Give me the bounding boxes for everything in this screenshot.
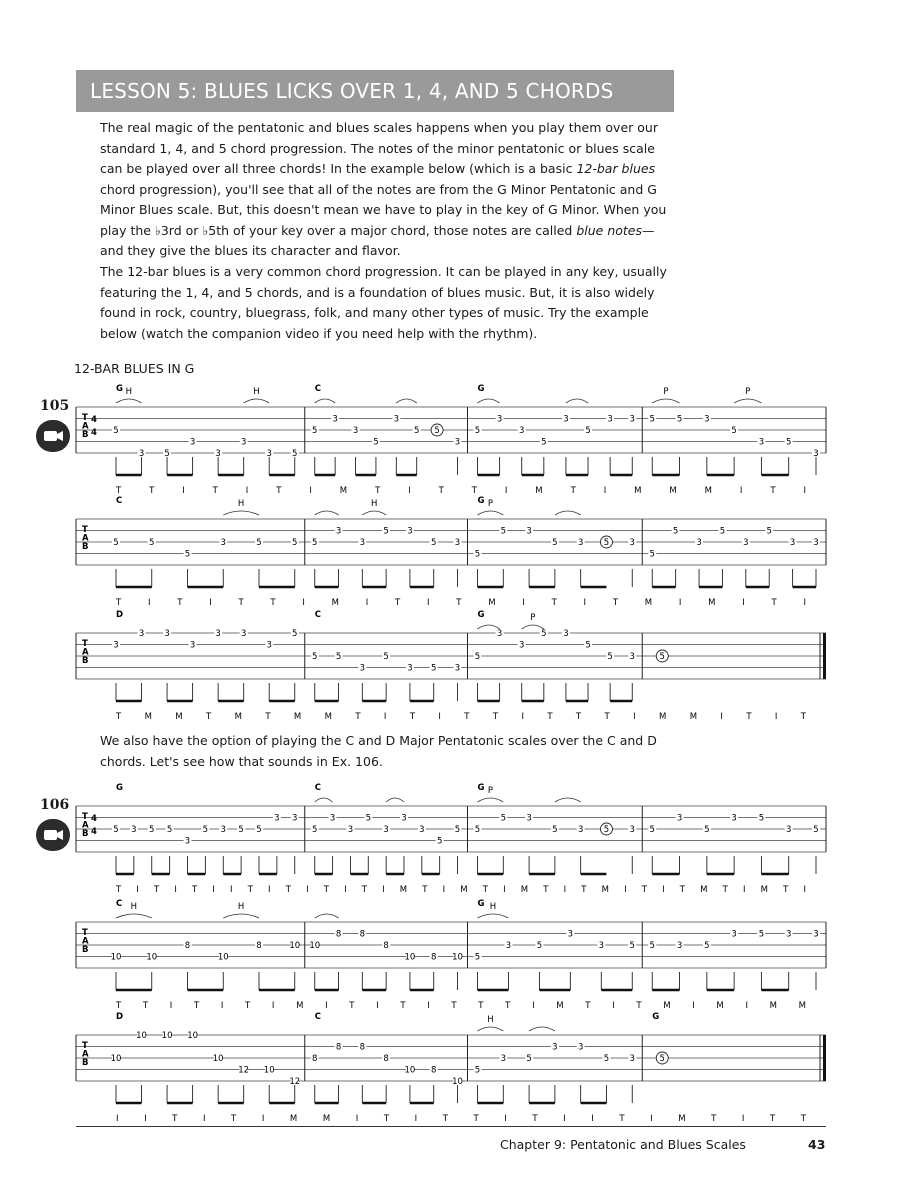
italic-term: 12-bar blues	[576, 161, 656, 176]
articulation-arc	[478, 798, 504, 802]
tab-note: 3	[113, 640, 119, 651]
tab-note: 5	[552, 538, 558, 548]
tab-note: 5	[676, 414, 683, 425]
chord-symbol: G	[652, 1012, 660, 1022]
tab-note: 3	[629, 825, 635, 835]
tab-note: 5	[383, 652, 389, 662]
articulation-letter: H	[253, 387, 260, 397]
tab-note: 3	[577, 538, 584, 548]
tab-note: 3	[731, 929, 737, 940]
tab-note: 5	[552, 825, 558, 835]
tab-note: 5	[166, 825, 173, 835]
tab-note: 8	[359, 929, 366, 940]
tab-note: 5	[603, 1054, 610, 1064]
tab-note: 10	[404, 1065, 416, 1076]
finger-pattern: T I T I T T I M I T I T M I T I T M I M I T I	[116, 598, 807, 608]
tab-note: 10	[452, 1077, 463, 1087]
articulation-arc	[652, 399, 679, 403]
tab-note: 5	[256, 538, 262, 548]
tab-note: 3	[138, 449, 145, 459]
tab-note: 3	[496, 629, 503, 639]
articulation-arc	[116, 399, 142, 403]
tab-note: 3	[519, 640, 525, 651]
tab-note: 3	[676, 813, 683, 824]
tab-note: 3	[519, 426, 525, 436]
tab-note: 3	[454, 538, 461, 548]
tab-note: 5	[202, 825, 209, 835]
tab-note: 3	[496, 414, 503, 425]
articulation-letter: H	[237, 499, 245, 509]
lesson-banner: LESSON 5: BLUES LICKS OVER 1, 4, AND 5 CHORDS	[76, 70, 674, 112]
tab-note: 3	[731, 813, 737, 824]
tab-note: 3	[813, 449, 819, 459]
articulation-arc	[734, 399, 761, 403]
tab-note: 5	[585, 426, 591, 436]
tab-note: 5	[113, 426, 119, 436]
tab-clef-letter: A	[82, 421, 89, 432]
tab-clef-letter: B	[82, 542, 89, 552]
tab-note: 3	[505, 941, 512, 951]
chord-symbol: G	[116, 783, 123, 793]
tab-note: 3	[184, 836, 191, 847]
tab-note: 3	[359, 538, 366, 548]
tab-note: 8	[383, 941, 389, 951]
tab-clef-letter: B	[82, 656, 89, 666]
tab-note: 5	[414, 426, 420, 436]
tab-note: 10	[309, 941, 321, 951]
articulation-letter: P	[530, 613, 536, 623]
tab-note: 3	[407, 526, 413, 537]
tab-note: 10	[187, 1031, 199, 1041]
tab-note: 10	[136, 1031, 147, 1041]
articulation-arc	[478, 511, 504, 515]
tab-clef-letter: A	[82, 820, 89, 831]
articulation-arc	[478, 914, 509, 918]
page-number: 43	[808, 1137, 826, 1152]
tab-note: 12	[238, 1065, 250, 1076]
time-signature-digit: 4	[91, 814, 97, 824]
tab-note: 3	[401, 813, 407, 824]
tab-clef-letter: A	[82, 1049, 89, 1060]
tab-note: 5	[164, 449, 170, 459]
tab-note: 3	[704, 414, 710, 425]
chord-symbol: D	[116, 1012, 124, 1022]
tab-note: 3	[696, 538, 702, 548]
articulation-arc	[478, 1027, 504, 1031]
tab-note: 5	[454, 825, 461, 835]
tab-note: 5	[113, 825, 119, 835]
tab-note: 10	[110, 952, 122, 963]
articulation-letter: H	[130, 902, 138, 912]
tab-note: 3	[266, 449, 272, 459]
tab-note: 3	[789, 538, 796, 548]
tab-note: 5	[785, 437, 792, 448]
tab-note: 8	[256, 941, 262, 951]
articulation-letter: H	[489, 902, 497, 912]
tab-note: 3	[598, 941, 605, 951]
tab-note: 3	[567, 929, 574, 940]
tab-note: 5	[430, 538, 437, 548]
articulation-arc	[396, 399, 416, 403]
tab-note: 5	[649, 941, 655, 951]
articulation-arc	[555, 798, 581, 802]
tab-note: 3	[347, 825, 354, 835]
articulation-arc	[478, 399, 500, 403]
tab-note: 5	[607, 652, 613, 662]
tab-note: 3	[526, 813, 532, 824]
tab-note: 5	[813, 825, 819, 835]
tab-note: 3	[220, 538, 226, 548]
blues-paragraph: The 12-bar blues is a very common chord progression. It can be played in any key, usually featuring the 1, 4, and 5 chords, and is a foundation of blues music. But, it is also widely found in rock, country, bluegrass, folk, and many other types of music. Try the example below (watch the companion video if you need help with the rhythm).	[100, 264, 667, 341]
tab-note: 5	[474, 1065, 481, 1076]
tab-note: 5	[603, 825, 610, 835]
tab-note: 5	[184, 549, 191, 560]
articulation-arc	[566, 399, 588, 403]
tab-note: 10	[146, 952, 158, 963]
tab-note: 5	[430, 663, 437, 674]
tab-note: 5	[500, 526, 507, 537]
tab-note: 3	[552, 1042, 558, 1053]
tab-note: 5	[474, 652, 481, 662]
tab-note: 3	[393, 414, 400, 425]
tab-note: 3	[629, 414, 635, 425]
articulation-letter: P	[487, 786, 493, 796]
tab-note: 3	[785, 929, 792, 940]
tab-note: 5	[603, 538, 610, 548]
tab-note: 5	[312, 426, 318, 436]
articulation-arc	[315, 399, 335, 403]
articulation-arc	[223, 511, 259, 515]
tab-note: 3	[785, 825, 792, 835]
tab-note: 3	[215, 449, 221, 459]
articulation-letter: P	[487, 499, 493, 509]
tab-note: 12	[289, 1077, 301, 1087]
tab-clef-letter: T	[82, 812, 88, 822]
tab-clef-letter: B	[82, 829, 89, 839]
tab-note: 10	[263, 1065, 275, 1076]
articulation-letter: H	[487, 1015, 494, 1025]
tab-note: 5	[719, 526, 726, 537]
tab-note: 5	[536, 941, 543, 951]
tab-note: 5	[649, 414, 655, 425]
tab-note: 3	[359, 663, 366, 674]
example-number-105: 105	[40, 398, 70, 414]
tab-note: 3	[164, 629, 170, 639]
tab-note: 3	[352, 426, 359, 436]
tab-note: 8	[335, 1042, 342, 1053]
tab-clef-letter: B	[82, 945, 89, 955]
tab-note: 3	[454, 663, 461, 674]
tab-clef-letter: B	[82, 430, 89, 440]
tab-note: 3	[629, 538, 635, 548]
chapter-footer: Chapter 9: Pentatonic and Blues Scales	[500, 1137, 746, 1152]
chord-symbol: G	[477, 783, 485, 793]
articulation-arc	[315, 511, 339, 515]
tab-clef-letter: B	[82, 1058, 89, 1068]
tab-note: 8	[312, 1054, 318, 1064]
tab-note: 5	[704, 825, 710, 835]
articulation-arc	[362, 511, 386, 515]
tab-note: 3	[758, 437, 765, 448]
articulation-letter: H	[125, 387, 132, 397]
tab-note: 5	[312, 538, 318, 548]
tab-note: 3	[131, 825, 137, 835]
tab-note: 5	[541, 629, 547, 639]
finger-pattern: I I T I T I M M I T I T T I T I I T I M T I T T	[116, 1114, 807, 1124]
articulation-letter: P	[663, 387, 669, 397]
tab-note: 5	[659, 652, 665, 662]
tab-clef-letter: T	[82, 928, 88, 938]
finger-pattern: T I T I T I I T I T I T I T I M T I M T I M T I T M I T I T M T I M T I	[116, 885, 807, 895]
tab-note: 3	[189, 437, 196, 448]
tab-note: 10	[212, 1054, 224, 1064]
tab-note: 5	[256, 825, 262, 835]
chord-symbol: G	[477, 610, 485, 620]
finger-pattern: T T I T I T I M T I T T I M T I M M M I T I	[116, 486, 807, 496]
tab-note: 5	[365, 813, 371, 824]
tab-note: 5	[434, 426, 440, 436]
tab-note: 10	[217, 952, 229, 963]
tab-note: 5	[474, 426, 481, 436]
tab-note: 5	[474, 825, 481, 835]
articulation-arc	[555, 511, 581, 515]
text-run: chord progression), you'll see that all of the notes are from the G Minor Pentatonic and G Minor Blues scale. But, this doesn't mean we have to play in the key of G Minor. When you play the ♭3rd or ♭5th of your key over a major chord, those notes are called	[100, 181, 667, 238]
tab-note: 8	[184, 941, 191, 951]
articulation-arc	[386, 798, 404, 802]
tab-clef-letter: A	[82, 936, 89, 947]
text-run: The real magic of the pentatonic and blues scales happens when you play them over our standard 1, 4, and 5 chord progression. The notes of the minor pentatonic or blues scale can be played over all three chords! In the example below (which is a basic	[100, 120, 658, 176]
tab-note: 8	[335, 929, 342, 940]
tab-clef-letter: T	[82, 413, 88, 423]
tab-note: 3	[577, 825, 584, 835]
tab-clef-letter: T	[82, 525, 88, 535]
tab-note: 5	[335, 652, 342, 662]
tab-note: 5	[731, 426, 737, 436]
tab-note: 5	[649, 825, 655, 835]
tab-note: 10	[110, 1054, 122, 1064]
tab-note: 3	[335, 526, 342, 537]
tab-note: 3	[607, 414, 613, 425]
tab-clef-letter: T	[82, 639, 88, 649]
tab-note: 3	[629, 1054, 635, 1064]
tab-note: 10	[161, 1031, 173, 1041]
tab-note: 3	[274, 813, 280, 824]
tab-note: 3	[220, 825, 226, 835]
example-number-106: 106	[40, 797, 70, 813]
tab-note: 5	[758, 813, 765, 824]
articulation-letter: H	[237, 902, 245, 912]
articulation-letter: H	[371, 499, 378, 509]
articulation-letter: P	[745, 387, 751, 397]
tab-note: 3	[743, 538, 749, 548]
tab-note: 5	[585, 640, 591, 651]
tab-note: 3	[215, 629, 221, 639]
tab-note: 5	[629, 941, 635, 951]
finger-pattern: T M M T M T M M T I T I T T I T T T I M M I T I T	[116, 712, 807, 722]
tab-note: 3	[563, 414, 569, 425]
chord-symbol: C	[314, 783, 321, 793]
chord-symbol: C	[314, 384, 321, 394]
time-signature-digit: 4	[91, 415, 97, 425]
text-run: —and they give the blues its character and flavor.	[100, 222, 655, 258]
tab-note: 3	[563, 629, 569, 639]
tab-note: 10	[452, 952, 463, 963]
tab-note: 3	[813, 929, 819, 940]
chord-symbol: G	[477, 496, 485, 506]
time-signature-digit: 4	[91, 827, 97, 837]
chord-symbol: C	[116, 496, 123, 506]
tab-note: 5	[704, 941, 710, 951]
tab-note: 5	[149, 825, 155, 835]
tab-note: 10	[404, 952, 416, 963]
tab-note: 5	[526, 1054, 532, 1064]
chord-symbol: C	[314, 610, 321, 620]
tab-note: 5	[541, 437, 547, 448]
chord-symbol: D	[116, 610, 124, 620]
tab-note: 5	[500, 813, 507, 824]
tab-note: 3	[240, 437, 247, 448]
tab-note: 8	[430, 952, 437, 963]
tab-note: 5	[238, 825, 244, 835]
tab-note: 5	[113, 538, 119, 548]
tab-clef-letter: T	[82, 1041, 88, 1051]
tab-note: 5	[383, 526, 389, 537]
major-pentatonic-paragraph: We also have the option of playing the C and D Major Pentatonic scales over the C and D chords. Let's see how that sounds in Ex. 106.	[100, 733, 657, 769]
tab-note: 10	[289, 941, 301, 951]
tab-note: 3	[419, 825, 425, 835]
footer-divider	[76, 1126, 826, 1127]
articulation-arc	[529, 1027, 555, 1031]
articulation-arc	[223, 914, 259, 918]
tab-note: 5	[312, 825, 318, 835]
tab-note: 3	[240, 629, 247, 639]
tab-note: 5	[659, 1054, 665, 1064]
articulation-arc	[315, 914, 339, 918]
tab-note: 5	[149, 538, 155, 548]
tab-note: 5	[312, 652, 318, 662]
chord-symbol: C	[314, 1012, 321, 1022]
finger-pattern: T T I T I T I M I T I T I T T T I M T I T M I M I M M	[116, 1001, 806, 1011]
articulation-arc	[244, 399, 270, 403]
tab-note: 5	[758, 929, 765, 940]
tab-note: 5	[649, 549, 655, 560]
tab-note: 3	[577, 1042, 584, 1053]
tab-note: 5	[292, 629, 298, 639]
tab-note: 5	[292, 538, 298, 548]
tab-note: 3	[676, 941, 683, 951]
tab-note: 8	[430, 1065, 437, 1076]
tab-note: 3	[407, 663, 413, 674]
tab-note: 3	[454, 437, 461, 448]
tab-note: 3	[629, 652, 635, 662]
tab-note: 8	[359, 1042, 366, 1053]
articulation-arc	[116, 914, 152, 918]
articulation-arc	[315, 798, 333, 802]
italic-term: blue notes	[576, 222, 642, 238]
tab-note: 5	[474, 952, 481, 963]
chord-symbol: G	[477, 384, 485, 394]
chord-symbol: C	[116, 899, 123, 909]
tab-note: 3	[500, 1054, 507, 1064]
tab-note: 3	[189, 640, 196, 651]
tab-note: 3	[138, 629, 145, 639]
chord-symbol: G	[116, 384, 123, 394]
tab-note: 5	[292, 449, 298, 459]
example-title: 12-BAR BLUES IN G	[74, 361, 195, 376]
tab-note: 5	[672, 526, 679, 537]
tab-clef-letter: A	[82, 533, 89, 544]
tab-note: 8	[383, 1054, 389, 1064]
tab-note: 3	[526, 526, 532, 537]
tab-note: 3	[332, 414, 338, 425]
tab-note: 5	[766, 526, 772, 537]
tab-note: 3	[383, 825, 389, 835]
tab-note: 5	[474, 549, 481, 560]
tab-note: 3	[266, 640, 272, 651]
tab-note: 3	[292, 813, 298, 824]
tab-note: 3	[329, 813, 336, 824]
tab-clef-letter: A	[82, 647, 89, 658]
chord-symbol: G	[477, 899, 485, 909]
tab-note: 5	[373, 437, 379, 448]
time-signature-digit: 4	[91, 428, 97, 438]
tab-note: 5	[436, 836, 443, 847]
tab-note: 3	[813, 538, 819, 548]
